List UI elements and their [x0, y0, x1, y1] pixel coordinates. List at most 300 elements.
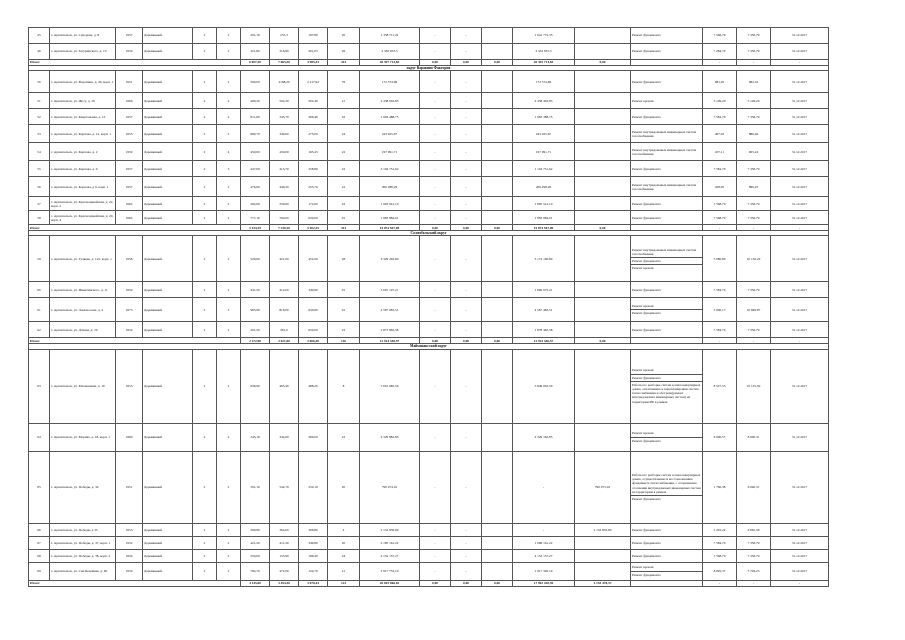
cell-material: Деревянный [143, 109, 193, 125]
cell-year: 1951 [116, 71, 143, 93]
cell-max-unit-cost: 7 356,79 [737, 211, 771, 225]
cell-material: Деревянный [143, 177, 193, 197]
cell-unit-cost: 7 568,79 [703, 549, 737, 562]
cell-extra-funds [575, 71, 631, 93]
cell-floors: 2 [193, 451, 217, 523]
cell-area-living: 361,0 [270, 322, 299, 338]
cell-year: 1952 [116, 536, 143, 549]
cell-unit-cost: 7 584,79 [703, 109, 737, 125]
cell-fund-1: - [420, 71, 451, 93]
cell-owners-funds: 4 567 483,51 [513, 298, 575, 322]
cell-material: Деревянный [143, 322, 193, 338]
cell-total-cost: 3 329 202,60 [360, 236, 420, 282]
work-type: Ремонт фундамента [631, 309, 702, 316]
cell-empty [482, 44, 513, 60]
cell-total-cost: 790 074,16 [360, 451, 420, 523]
work-type: Ремонт фундамента [632, 540, 661, 545]
cell-owners-funds: 1 669 975,21 [513, 282, 575, 298]
cell-floors: 2 [193, 93, 217, 109]
cell-fund-1: - [420, 523, 451, 536]
total-fund-1: 0,00 [420, 60, 451, 66]
cell-year: 1950 [116, 143, 143, 161]
cell-max-unit-cost: 6 665,39 [737, 523, 771, 536]
cell-fund-1: - [420, 109, 451, 125]
cell-total-cost: 206 288,29 [360, 177, 420, 197]
work-type: Ремонт кровли [632, 98, 654, 103]
cell-fund-1: - [420, 143, 451, 161]
cell-address: г. Архангельск, ул. Победы, д. 34 [50, 451, 116, 523]
cell-address: г. Архангельск, ул. Воронина, д. 29, корп. 1 [50, 71, 116, 93]
cell-residents: 21 [328, 562, 360, 580]
cell-address: г. Архангельск, ул. Победы, д. 38, корп. 2 [50, 549, 116, 562]
cell-entrances: 2 [217, 109, 241, 125]
cell-entrances: 2 [217, 562, 241, 580]
cell-area: 291,10 [241, 28, 270, 44]
cell-material: Деревянный [143, 161, 193, 177]
total-residents: 314 [328, 225, 360, 231]
cell-material: Деревянный [143, 143, 193, 161]
work-type: Ремонт фундамента [632, 79, 661, 84]
cell-area: 777,10 [241, 211, 270, 225]
cell-extra-funds [575, 236, 631, 282]
cell-work-types [631, 322, 703, 338]
total-fund-3: 0,00 [482, 60, 513, 66]
cell-year: 1958 [116, 236, 143, 282]
cell-address: г. Архангельск, ул. Карпова, д. 2 [50, 143, 116, 161]
cell-address: г. Архангельск, ул. Квартальная, д. 15 [50, 109, 116, 125]
work-type: Работы по разборке систем в многоквартирных домах, отключению и перепланировки систем теплоснабжения и обогрева(ремонт внутридомовых инженерных систем) на территории РФ в рамках [632, 382, 701, 404]
cell-unit-cost: 7 584,79 [703, 282, 737, 298]
cell-fund-1: - [420, 562, 451, 580]
cell-material: Деревянный [143, 536, 193, 549]
cell-deadline: 31.12.2017 [771, 236, 829, 282]
cell-fund-1: - [420, 236, 451, 282]
cell-area-residential: 488,20 [299, 349, 328, 423]
cell-entrances: 2 [217, 236, 241, 282]
work-type: Ремонт фундамента [632, 166, 661, 171]
cell-residents: 8 [328, 349, 360, 423]
cell-work-types [631, 143, 703, 161]
cell-entrances: 2 [217, 423, 241, 451]
cell-owners-funds: 2 438 402,83 [513, 93, 575, 109]
cell-total-cost: 2 330 053,5 [360, 44, 420, 60]
work-type: Ремонт фундамента [632, 49, 661, 54]
cell-address: г. Архангельск, ул. Сев-Бечевник, д. 60 [50, 562, 116, 580]
total-extra-funds: 0,00 [575, 60, 631, 66]
cell-extra-funds [575, 549, 631, 562]
cell-entrances: 2 [217, 451, 241, 523]
cell-entrances: 2 [217, 71, 241, 93]
cell-deadline: 31.12.2017 [771, 44, 829, 60]
work-type: Ремонт внутридомовых инженерных систем газоснабжения [632, 182, 697, 191]
cell-area-residential: 186,40 [299, 549, 328, 562]
cell-deadline: 31.12.2017 [771, 125, 829, 143]
cell-year: 1957 [116, 177, 143, 197]
cell-fund-2: - [451, 28, 482, 44]
cell-extra-funds [575, 322, 631, 338]
cell-fund-2: - [451, 211, 482, 225]
work-type: Ремонт фундамента [632, 527, 661, 532]
total-owners-funds: 40 393 714,83 [513, 60, 575, 66]
cell-number: 68 [29, 549, 50, 562]
cell-extra-funds [575, 93, 631, 109]
cell-unit-cost: 8 527,55 [703, 349, 737, 423]
cell-address: г. Архангельск, ул. Победы, д. 37, корп. 1 [50, 536, 116, 549]
total-area-residential: 2 066,40 [299, 338, 328, 344]
cell-owners-funds: 1 917 320,19 [513, 562, 575, 580]
cell-floors: 2 [193, 211, 217, 225]
cell-entrances: 2 [217, 282, 241, 298]
cell-number: 56 [29, 177, 50, 197]
cell-empty [482, 322, 513, 338]
cell-residents: 91 [328, 282, 360, 298]
cell-work-types [631, 161, 703, 177]
work-type: Ремонт фундамента [632, 287, 661, 292]
cell-fund-1: - [420, 423, 451, 451]
total-extra-funds: 0,00 [575, 225, 631, 231]
cell-area-residential: 124,70 [299, 562, 328, 580]
cell-entrances: 2 [217, 211, 241, 225]
cell-deadline: 31.12.2017 [771, 298, 829, 322]
cell-residents: 22 [328, 197, 360, 211]
cell-owners-funds: 1 008 161,22 [513, 536, 575, 549]
cell-material: Деревянный [143, 523, 193, 536]
cell-max-unit-cost: 7 356,79 [737, 322, 771, 338]
cell-residents: 24 [328, 125, 360, 143]
cell-max-unit-cost: 886,46 [737, 125, 771, 143]
cell-deadline: 31.12.2017 [771, 93, 829, 109]
work-type: Ремонт внутридомовых инженерных систем газоснабжения [632, 147, 697, 156]
cell-fund-1: - [420, 211, 451, 225]
cell-total-cost: 2 185 161,22 [360, 536, 420, 549]
cell-area-residential: 197,80 [299, 28, 328, 44]
cell-floors: 2 [193, 143, 217, 161]
total-max-unit-cost: - [737, 580, 771, 586]
work-type: Ремонт внутридомовых инженерных систем газоснабжения [632, 247, 697, 256]
total-unit-cost: - [703, 225, 737, 231]
cell-deadline: 31.12.2017 [771, 143, 829, 161]
total-label: Итого: [29, 580, 241, 586]
cell-number: 61 [29, 298, 50, 322]
cell-floors: 2 [193, 523, 217, 536]
cell-empty [482, 282, 513, 298]
cell-unit-cost: 8 095,37 [703, 562, 737, 580]
cell-unit-cost: 7 584,79 [703, 536, 737, 549]
work-type: Ремонт фундамента [631, 257, 702, 264]
cell-extra-funds [575, 423, 631, 451]
cell-extra-funds [575, 44, 631, 60]
total-owners-funds: 19 874 507,00 [513, 225, 575, 231]
total-area-residential: 3 078,44 [299, 580, 328, 586]
cell-fund-2: - [451, 282, 482, 298]
cell-work-types [631, 536, 703, 549]
table-row [29, 562, 829, 580]
total-extra-funds: 2 153 478,37 [575, 580, 631, 586]
cell-area: 441,20 [241, 282, 270, 298]
total-max-unit-cost: - [737, 338, 771, 344]
cell-fund-2: - [451, 125, 482, 143]
cell-year: 1951 [116, 451, 143, 523]
cell-total-cost: 2 873 865,38 [360, 322, 420, 338]
cell-year: 1954 [116, 549, 143, 562]
cell-work-types [631, 236, 703, 282]
cell-entrances: 2 [217, 197, 241, 211]
total-deadline: - [771, 225, 829, 231]
cell-area-living: 411,20 [270, 536, 299, 549]
cell-number: 52 [29, 109, 50, 125]
cell-max-unit-cost: 5 794,23 [737, 562, 771, 580]
total-cost: 40 397 714,83 [360, 60, 420, 66]
cell-fund-2: - [451, 423, 482, 451]
cell-number: 53 [29, 125, 50, 143]
cell-owners-funds: 2 329 162,85 [513, 423, 575, 451]
cell-material: Деревянный [143, 125, 193, 143]
cell-unit-cost: 5 000,17 [703, 298, 737, 322]
cell-area: 409,20 [241, 93, 270, 109]
cell-area-living: 542,70 [270, 451, 299, 523]
work-type: Ремонт кровли [632, 565, 654, 570]
district-name: округ Варавино-Фактория [29, 66, 829, 71]
cell-number: 60 [29, 282, 50, 298]
cell-area: 447,09 [241, 161, 270, 177]
cell-deadline: 31.12.2017 [771, 536, 829, 549]
total-fund-2: 0,00 [451, 580, 482, 586]
cell-floors: 2 [193, 161, 217, 177]
cell-area-living: 700,00 [270, 211, 299, 225]
cell-fund-2: - [451, 298, 482, 322]
cell-total-cost: 1 983 884,01 [360, 211, 420, 225]
cell-material: Деревянный [143, 298, 193, 322]
cell-empty [482, 143, 513, 161]
cell-work-types [631, 282, 703, 298]
total-owners-funds: 12 914 346,57 [513, 338, 575, 344]
cell-year: 1962 [116, 197, 143, 211]
cell-fund-1: - [420, 93, 451, 109]
cell-total-cost: 197 091,71 [360, 143, 420, 161]
total-deadline: - [771, 580, 829, 586]
cell-number: 58 [29, 211, 50, 225]
table-row [29, 44, 829, 60]
total-label: Итого: [29, 60, 241, 66]
cell-floors: 2 [193, 298, 217, 322]
total-fund-1: 0,00 [420, 225, 451, 231]
total-area-residential: 5 262,35 [299, 225, 328, 231]
cell-owners-funds: 206 298,29 [513, 177, 575, 197]
cell-area-residential: 250,10 [299, 451, 328, 523]
cell-empty [482, 536, 513, 549]
cell-empty [482, 109, 513, 125]
work-type: Ремонт фундамента [631, 374, 702, 381]
cell-area-residential: 650,00 [299, 322, 328, 338]
cell-floors: 2 [193, 536, 217, 549]
cell-extra-funds [575, 282, 631, 298]
total-fund-2: 0,00 [451, 338, 482, 344]
cell-fund-1: - [420, 549, 451, 562]
cell-number: 51 [29, 93, 50, 109]
cell-fund-2: - [451, 536, 482, 549]
cell-max-unit-cost: 982,10 [737, 71, 771, 93]
table-row [29, 282, 829, 298]
cell-unit-cost: 467,02 [703, 125, 737, 143]
cell-work-types [631, 423, 703, 451]
cell-area-living: 316,80 [270, 44, 299, 60]
total-area: 4 145,00 [241, 580, 270, 586]
cell-deadline: 31.12.2017 [771, 211, 829, 225]
total-max-unit-cost: - [737, 60, 771, 66]
cell-address: г. Архангельск, ул. Затуринского, д. 10 [50, 44, 116, 60]
cell-fund-2: - [451, 549, 482, 562]
cell-number: 69 [29, 562, 50, 580]
total-fund-1: 0,00 [420, 580, 451, 586]
cell-floors: 2 [193, 236, 217, 282]
total-area-living: 7 665,30 [270, 60, 299, 66]
cell-residents: 24 [328, 549, 360, 562]
cell-owners-funds: 1 895 541,19 [513, 197, 575, 211]
cell-area-living: 430,00 [270, 143, 299, 161]
cell-number: 66 [29, 523, 50, 536]
cell-address: г. Архангельск, ул. Дачная, д. 19 [50, 322, 116, 338]
work-type: Ремонт фундамента [632, 114, 661, 119]
cell-area-residential: 349,80 [299, 282, 328, 298]
cell-address: г. Архангельск, ул. Никитинского, д. 11 [50, 282, 116, 298]
total-cost: 12 914 346,57 [360, 338, 420, 344]
cell-deadline: 31.12.2017 [771, 423, 829, 451]
cell-area: 250,00 [241, 549, 270, 562]
cell-empty [482, 28, 513, 44]
cell-empty [482, 93, 513, 109]
cell-entrances: 4 [217, 143, 241, 161]
cell-total-cost: 243 925,67 [360, 125, 420, 143]
cell-deadline: 31.12.2017 [771, 451, 829, 523]
cell-residents: 22 [328, 423, 360, 451]
cell-address: г. Архангельск, ул. Гуляева, д. 122, корп. 1 [50, 236, 116, 282]
cell-total-cost: 2 438 002,83 [360, 93, 420, 109]
cell-material: Деревянный [143, 71, 193, 93]
cell-extra-funds [575, 125, 631, 143]
cell-owners-funds: - [513, 523, 575, 536]
cell-material: Деревянный [143, 423, 193, 451]
cell-area-residential: 172,60 [299, 197, 328, 211]
cell-extra-funds [575, 211, 631, 225]
cell-work-types [631, 298, 703, 322]
cell-material: Деревянный [143, 44, 193, 60]
cell-fund-2: - [451, 322, 482, 338]
total-label: Итого: [29, 338, 241, 344]
cell-unit-cost: 5 080,80 [703, 236, 737, 282]
cell-max-unit-cost: 7 356,79 [737, 197, 771, 211]
cell-work-types [631, 451, 703, 523]
table-row [29, 93, 829, 109]
cell-address: г. Архангельск, ул. Малышевчв, д. 10 [50, 349, 116, 423]
cell-area: 399,80 [241, 523, 270, 536]
cell-floors: 2 [193, 282, 217, 298]
cell-max-unit-cost: 6 040,31 [737, 451, 771, 523]
cell-number: 57 [29, 197, 50, 211]
table-row [29, 28, 829, 44]
total-deadline: - [771, 338, 829, 344]
cell-area-residential: 275,00 [299, 125, 328, 143]
cell-unit-cost: 7 566,79 [703, 28, 737, 44]
table-row [29, 197, 829, 211]
cell-area: 590,00 [241, 71, 270, 93]
cell-extra-funds [575, 197, 631, 211]
cell-residents: 4 [328, 523, 360, 536]
cell-max-unit-cost: 7 356,79 [737, 161, 771, 177]
table-row [29, 349, 829, 423]
cell-owners-funds: 3 174 100,80 [513, 236, 575, 282]
cell-work-types [631, 125, 703, 143]
cell-total-cost: 2 329 882,85 [360, 423, 420, 451]
cell-number: 45 [29, 28, 50, 44]
cell-deadline: 31.12.2017 [771, 562, 829, 580]
cell-floors: 2 [193, 125, 217, 143]
total-residents: 123 [328, 580, 360, 586]
cell-floors: 2 [193, 423, 217, 451]
total-fund-2: 0,00 [451, 225, 482, 231]
cell-deadline: 31.12.2017 [771, 197, 829, 211]
cell-area-residential: 620,00 [299, 211, 328, 225]
cell-max-unit-cost: 10 156,20 [737, 236, 771, 282]
cell-fund-1: - [420, 197, 451, 211]
cell-area-living: 344,00 [270, 423, 299, 451]
cell-fund-2: - [451, 451, 482, 523]
cell-unit-cost: 7 584,79 [703, 322, 737, 338]
cell-address: г. Архангельск, ул. Красноармейская, д. 22, корп. 2 [50, 197, 116, 211]
total-area-living: 2 021,00 [270, 338, 299, 344]
cell-area-residential: 253,70 [299, 177, 328, 197]
cell-work-types [631, 177, 703, 197]
cell-max-unit-cost: 7 356,79 [737, 549, 771, 562]
cell-extra-funds [575, 28, 631, 44]
cell-residents: 22 [328, 322, 360, 338]
cell-entrances: 2 [217, 349, 241, 423]
cell-total-cost: 2 917 733,19 [360, 562, 420, 580]
cell-number: 65 [29, 451, 50, 523]
cell-total-cost: 1 338 711,22 [360, 28, 420, 44]
cell-deadline: 31.12.2017 [771, 109, 829, 125]
cell-area-residential: 165,43 [299, 143, 328, 161]
cell-max-unit-cost: 10 125,59 [737, 349, 771, 423]
cell-fund-1: - [420, 349, 451, 423]
cell-residents: 91 [328, 298, 360, 322]
cell-number: 54 [29, 143, 50, 161]
cell-empty [482, 423, 513, 451]
cell-area: 245,10 [241, 423, 270, 451]
cell-number: 62 [29, 322, 50, 338]
cell-area-residential: 452,60 [299, 236, 328, 282]
cell-area-living: 502,20 [270, 93, 299, 109]
district-name: Соломбальский округ [29, 231, 829, 236]
cell-deadline: 31.12.2017 [771, 28, 829, 44]
cell-unit-cost: 1 760,38 [703, 451, 737, 523]
cell-residents: 22 [328, 161, 360, 177]
cell-empty [482, 298, 513, 322]
cell-area-residential: 258,80 [299, 161, 328, 177]
work-type: Ремонт фундамента [632, 327, 661, 332]
cell-area-living: 449,20 [270, 177, 299, 197]
cell-fund-1: - [420, 161, 451, 177]
cell-total-cost: 3 104 731,62 [360, 161, 420, 177]
table-row [29, 536, 829, 549]
cell-max-unit-cost: 5 149,20 [737, 93, 771, 109]
total-row [29, 580, 829, 586]
cell-number: 67 [29, 536, 50, 549]
cell-deadline: 31.12.2017 [771, 177, 829, 197]
cell-residents: 76 [328, 71, 360, 93]
cell-area: 529,60 [241, 236, 270, 282]
total-deadline: - [771, 60, 829, 66]
work-type: Ремонт кровли [632, 304, 654, 309]
